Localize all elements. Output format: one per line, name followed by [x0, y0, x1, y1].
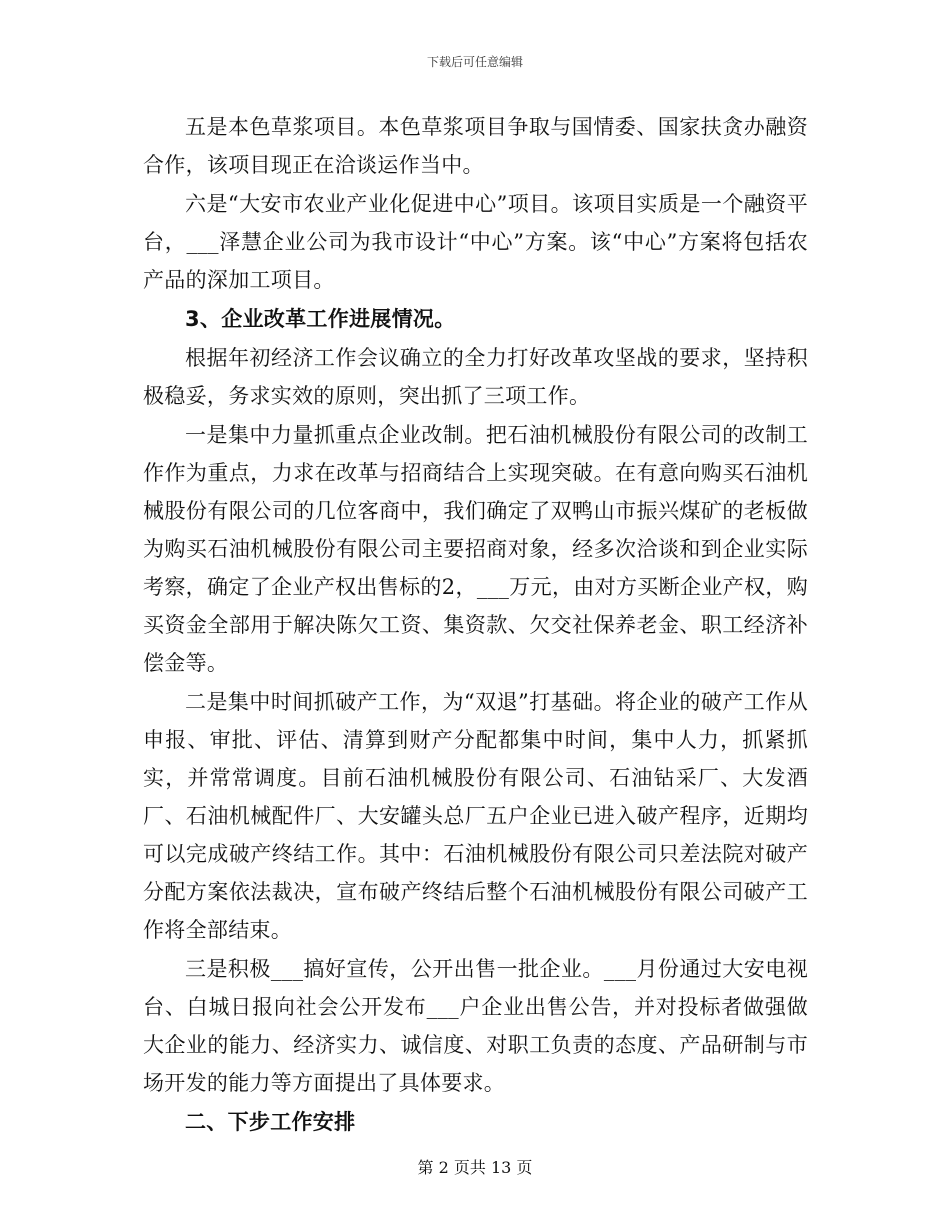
section-heading-next-steps: 二、下步工作安排 — [185, 1110, 356, 1134]
paragraph-reform-one: 一是集中力量抓重点企业改制。把石油机械股份有限公司的改制工作作为重点，力求在改革与招商结合上实现突破。在有意向购买石油机械股份有限公司的几位客商中，我们确定了双鸭山市振兴煤矿的老板做为购买石油机械股份有限公司主要招商对象，经多次洽谈和到企业实际考察，确定了企业产权出售标的2，___万元，由对方买断企业产权，购买资金全部用于解决陈欠工资、集资款、欠交社保养老金、职工经济补偿金等。 — [143, 423, 808, 675]
paragraph-project-six: 六是“大安市农业产业化促进中心”项目。该项目实质是一个融资平台，___泽慧企业公司为我市设计“中心”方案。该“中心”方案将包括农产品的深加工项目。 — [143, 192, 808, 292]
paragraph-reform-two: 二是集中时间抓破产工作，为“双退”打基础。将企业的破产工作从申报、审批、评估、清算到财产分配都集中时间，集中人力，抓紧抓实，并常常调度。目前石油机械股份有限公司、石油钻采厂、大发酒厂、石油机械配件厂、大安罐头总厂五户企业已进入破产程序，近期均可以完成破产终结工作。其中：石油机械股份有限公司只差法院对破产分配方案依法裁决，宣布破产终结后整个石油机械股份有限公司破产工作将全部结束。 — [143, 690, 808, 942]
document-body — [143, 108, 808, 1142]
paragraph-reform-three: 三是积极___搞好宣传，公开出售一批企业。___月份通过大安电视台、白城日报向社会公开发布___户企业出售公告，并对投标者做强做大企业的能力、经济实力、诚信度、对职工负责的态度、产品研制与市场开发的能力等方面提出了具体要求。 — [143, 957, 808, 1095]
page-footer: 第 2 页共 13 页 — [417, 1158, 533, 1177]
paragraph-reform-intro: 根据年初经济工作会议确立的全力打好改革攻坚战的要求，坚持积极稳妥，务求实效的原则，突出抓了三项工作。 — [143, 346, 808, 408]
paragraph-project-five: 五是本色草浆项目。本色草浆项目争取与国情委、国家扶贪办融资合作，该项目现正在洽谈运作当中。 — [143, 115, 808, 177]
section-heading-reform: 3、企业改革工作进展情况。 — [185, 307, 456, 331]
page-header: 下载后可任意编辑 — [426, 55, 523, 69]
